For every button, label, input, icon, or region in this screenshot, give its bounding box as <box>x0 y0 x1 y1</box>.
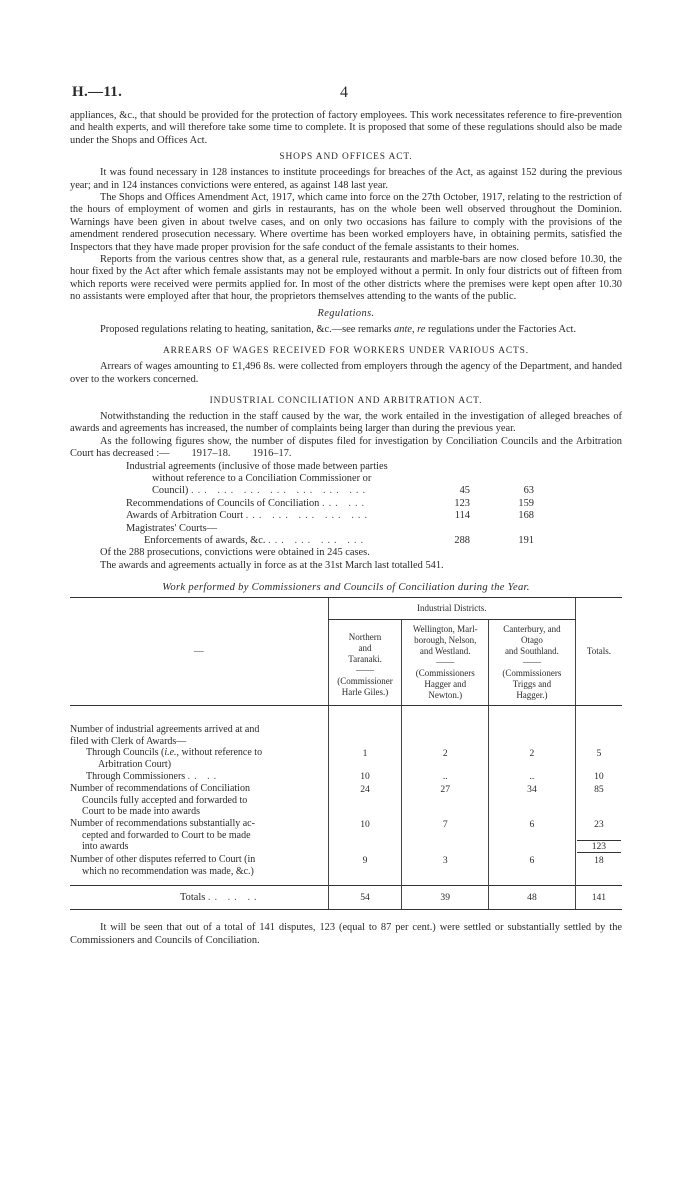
shops-paragraph-2: The Shops and Offices Amendment Act, 1917, which came into force on the 27th October, 1917, relating to the restriction of the hours of employment of women and girls in restaurants, has on the whole been well observed throughout the Dominion. Warnings have been given in about twelve cases, and on only two occasions has failure to comply with the provisions of the amendment rendered prosecution necessary. Where overtime has been worked employers have, in obtaining permits, satisfied the Inspectors that they have made proper provision for the safe conduct of the female assistants to their homes. <box>70 192 622 253</box>
cell-value: .. <box>442 771 448 783</box>
table-row-label: Number of industrial agreements arrived at and filed with Clerk of Awards— Through Councils (i.e., without reference to Arbitration Court) Through Commissioners .. .. <box>70 706 328 784</box>
column-commissioner: Hagger and <box>424 679 467 690</box>
shops-paragraph-1: It was found necessary in 128 instances to institute proceedings for breaches of the Act, as against 152 during the previous year; and in 124 instances convictions were entered, as against 148 last year. <box>70 167 622 191</box>
totals-header: Totals. <box>575 598 622 706</box>
work-table-title: Work performed by Commissioners and Councils of Conciliation during the Year. <box>162 582 530 594</box>
column-name: and Southland. <box>504 646 559 657</box>
column-header-canterbury <box>489 620 576 706</box>
subtotal-value: 123 <box>577 841 621 853</box>
prosecutions-sentence: Of the 288 prosecutions, convictions were obtained in 245 cases. <box>100 547 370 559</box>
stats-value-1917: 45 <box>459 485 470 497</box>
work-performed-table <box>70 597 622 910</box>
row-text: filed with Clerk of Awards— <box>70 735 187 747</box>
document-page <box>70 84 622 947</box>
totals-label: Totals <box>180 892 206 904</box>
table-cell: 6 <box>489 818 576 854</box>
table-cell <box>489 706 576 784</box>
stats-label: Awards of Arbitration Court <box>126 510 244 522</box>
table-cell: 18 <box>575 854 622 886</box>
stats-row: Awards of Arbitration Court ... ... ... ... ... 114 168 <box>126 510 534 522</box>
table-cell: 6 <box>489 854 576 886</box>
column-dash: —— <box>436 657 455 668</box>
stats-row: Recommendations of Councils of Conciliation ... ... 123 159 <box>126 497 534 509</box>
stats-value-1917: 288 <box>454 534 470 546</box>
column-name: Wellington, Marl- <box>412 624 478 635</box>
page-header <box>70 84 622 110</box>
row-text: cepted and forwarded to Court to be made <box>82 829 251 841</box>
stats-row <box>126 473 534 485</box>
column-name: borough, Nelson, <box>414 635 477 646</box>
regulations-text-b: regulations under the Factories Act. <box>425 323 577 335</box>
shops-paragraph-3: Reports from the various centres show that, as a general rule, restaurants and marble-bars are now closed before 10.30, the hour fixed by the Act after which female assistants may not be employed without a permit. In only four districts out of fifteen from which reports were received were permits applied for. In most of the other districts where the premises were kept open after 10.30 no assistants were employed after that hour, the proprietors themselves attending to the wants of the public. <box>70 254 622 303</box>
closing-section <box>70 922 622 947</box>
disputes-statistics <box>126 461 534 548</box>
totals-cell: 39 <box>402 886 489 910</box>
stats-value-1916: 191 <box>518 534 534 546</box>
cell-value: 2 <box>529 748 535 760</box>
table-cell: 10 <box>328 818 402 854</box>
shops-heading: SHOPS AND OFFICES ACT. <box>279 152 413 163</box>
cell-value: 2 <box>442 748 448 760</box>
intro-paragraph: appliances, &c., that should be provided for the protection of factory employees. This work necessitates reference to fire-prevention and health experts, and will therefore take some time to complete. It is proposed that some of these regulations should also be made under the Shops and Offices Act. <box>70 110 622 146</box>
cell-value: 10 <box>360 771 370 783</box>
regulations-heading: Regulations. <box>317 307 375 319</box>
table-cell <box>575 818 622 854</box>
closing-paragraph: It will be seen that out of a total of 141 disputes, 123 (equal to 87 per cent.) were settled or substantially settled by the Commissioners and Councils of Conciliation. <box>70 922 622 946</box>
arbitration-paragraph-2-text: As the following figures show, the number of disputes filed for investigation by Conciliation Councils and the Arbitration Court has decreased :— <box>70 435 622 460</box>
stats-value-1916: 159 <box>518 497 534 509</box>
column-commissioner: (Commissioner <box>337 676 393 687</box>
stats-label: Council) <box>152 485 189 497</box>
row-text: Councils fully accepted and forwarded to <box>82 794 248 806</box>
row-text: Number of recommendations substantially ac- <box>70 817 255 829</box>
document-reference: H.—11. <box>72 84 123 100</box>
stats-row <box>126 461 534 473</box>
table-row-label <box>70 854 328 886</box>
column-commissioner: (Commissioners <box>415 668 475 679</box>
stats-label: Enforcements of awards, &c. <box>144 534 266 546</box>
year-header-1917: 1917–18. <box>191 448 231 460</box>
cell-value: 23 <box>577 819 621 841</box>
column-name: and <box>358 643 372 654</box>
table-row-label <box>70 783 328 818</box>
regulations-paragraph <box>70 324 622 336</box>
column-name: Taranaki. <box>348 654 382 665</box>
table-cell <box>575 706 622 784</box>
table-cell: 34 <box>489 783 576 818</box>
column-name: and Westland. <box>419 646 471 657</box>
row-text: Arbitration Court) <box>98 758 172 770</box>
column-commissioner: Hagger.) <box>516 690 548 701</box>
cell-value: 5 <box>596 748 602 760</box>
page-number: 4 <box>340 84 348 101</box>
table-cell: 85 <box>575 783 622 818</box>
arbitration-heading: INDUSTRIAL CONCILIATION AND ARBITRATION ACT. <box>209 395 483 406</box>
stats-row <box>126 523 534 535</box>
column-commissioner: Triggs and <box>512 679 552 690</box>
arrears-heading: ARREARS OF WAGES RECEIVED FOR WORKERS UNDER VARIOUS ACTS. <box>162 346 530 357</box>
table-cell: 9 <box>328 854 402 886</box>
row-text: Number of recommendations of Conciliation <box>70 783 250 795</box>
row-text: , without reference to <box>176 747 263 759</box>
totals-row-label: Totals .. .. .. <box>70 886 328 910</box>
totals-cell: 141 <box>575 886 622 910</box>
row-text: Through Councils ( <box>86 747 165 759</box>
stats-label: Magistrates' Courts— <box>126 522 218 534</box>
row-text: Number of other disputes referred to Court (in <box>70 853 256 865</box>
table-cell: 27 <box>402 783 489 818</box>
column-commissioner: Newton.) <box>428 690 463 701</box>
totals-cell: 54 <box>328 886 402 910</box>
year-header-1916: 1916–17. <box>252 448 292 460</box>
row-text-ie: i.e. <box>164 747 177 759</box>
stats-row: Enforcements of awards, &c. ... ... ... ... 288 191 <box>144 534 534 546</box>
column-header-wellington <box>402 620 489 706</box>
stats-label: Recommendations of Councils of Conciliation <box>126 497 320 509</box>
stats-label: without reference to a Conciliation Commissioner or <box>152 472 372 484</box>
stats-value-1916: 63 <box>523 485 534 497</box>
row-text: into awards <box>82 841 129 853</box>
arbitration-paragraph-1: Notwithstanding the reduction in the staff caused by the war, the work entailed in the investigation of alleged breaches of awards and agreements has increased, the number of complaints being larger than during the previous year. <box>70 410 622 435</box>
stats-label: Industrial agreements (inclusive of those made between parties <box>126 460 388 472</box>
arbitration-paragraph-2 <box>70 436 622 461</box>
column-name: Otago <box>520 635 543 646</box>
cell-value: 1 <box>362 748 368 760</box>
stats-value-1917: 114 <box>454 510 470 522</box>
table-cell: 7 <box>402 818 489 854</box>
column-dash: —— <box>522 657 541 668</box>
stats-row: Council) ... ... ... ... ... ... ... 45 63 <box>152 485 534 497</box>
table-row-label <box>70 818 328 854</box>
cell-value: .. <box>529 771 535 783</box>
column-dash: —— <box>356 665 375 676</box>
stats-value-1916: 168 <box>518 510 534 522</box>
awards-in-force-sentence: The awards and agreements actually in force as at the 31st March last totalled 541. <box>100 559 444 571</box>
row-text: Court to be made into awards <box>82 806 201 818</box>
row-text: which no recommendation was made, &c.) <box>82 865 254 877</box>
table-cell: 3 <box>402 854 489 886</box>
group-header: Industrial Districts. <box>328 598 575 620</box>
column-commissioner: (Commissioners <box>502 668 562 679</box>
table-cell <box>402 706 489 784</box>
column-name: Northern <box>348 632 382 643</box>
arrears-paragraph: Arrears of wages amounting to £1,496 8s. were collected from employers through the agency of the Department, and handed over to the workers concerned. <box>70 361 622 385</box>
regulations-text-a: Proposed regulations relating to heating, sanitation, &c.—see remarks <box>100 323 395 335</box>
regulations-re: re <box>417 323 426 335</box>
column-header-northern <box>328 620 402 706</box>
regulations-comma: , <box>411 323 418 335</box>
cell-value: 10 <box>594 771 604 783</box>
column-name: Canterbury, and <box>503 624 561 635</box>
row-text: Number of industrial agreements arrived at and <box>70 724 260 736</box>
table-cell: 24 <box>328 783 402 818</box>
totals-cell: 48 <box>489 886 576 910</box>
column-commissioner: Harle Giles.) <box>341 687 389 698</box>
row-text: Through Commissioners <box>86 770 186 782</box>
table-cell <box>328 706 402 784</box>
stats-value-1917: 123 <box>454 497 470 509</box>
regulations-ante: ante <box>394 323 412 335</box>
blank-header: — <box>70 598 328 706</box>
